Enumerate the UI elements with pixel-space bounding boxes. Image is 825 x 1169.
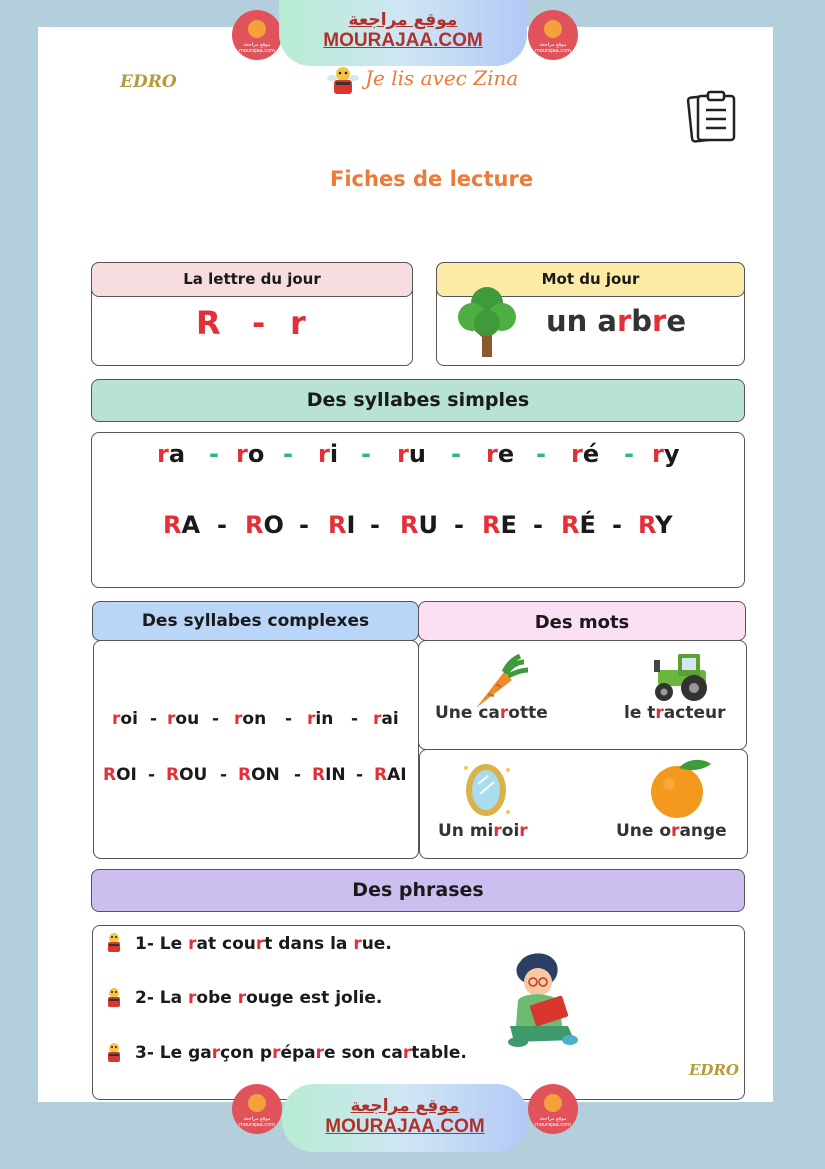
bee-icon bbox=[326, 64, 360, 98]
notepad-icon bbox=[686, 90, 738, 144]
tractor-icon bbox=[650, 650, 714, 704]
word-card-header: Mot du jour bbox=[436, 262, 745, 297]
letter-dash: - bbox=[252, 304, 266, 342]
site-banner-top[interactable] bbox=[279, 0, 527, 66]
word-orange: Une orange bbox=[616, 821, 727, 841]
brand-name: Je lis avec Zina bbox=[365, 66, 519, 90]
simple-syllables-header: Des syllabes simples bbox=[91, 379, 745, 422]
site-badge-left-bottom: موقع مراجعة mourajaa.com bbox=[232, 1084, 282, 1134]
sentence-1: 1- Le rat court dans la rue. bbox=[135, 934, 392, 954]
word-carrot: Une carotte bbox=[435, 703, 548, 723]
site-name-latin[interactable]: MOURAJAA.COM bbox=[323, 30, 483, 51]
word-mirror: Un miroir bbox=[438, 821, 528, 841]
complex-syllables-header: Des syllabes complexes bbox=[92, 601, 419, 641]
site-banner-bottom[interactable] bbox=[282, 1084, 528, 1152]
words-header: Des mots bbox=[418, 601, 746, 641]
tree-icon bbox=[456, 285, 518, 359]
letter-card-header: La lettre du jour bbox=[91, 262, 413, 297]
site-badge-right-bottom: موقع مراجعة mourajaa.com bbox=[528, 1084, 578, 1134]
site-badge-left: موقع مراجعة mourajaa.com bbox=[232, 10, 282, 60]
word-tractor: le tracteur bbox=[624, 703, 726, 723]
sentences-header: Des phrases bbox=[91, 869, 745, 912]
bee-icon bbox=[104, 987, 124, 1009]
sentence-3: 3- Le garçon prépare son cartable. bbox=[135, 1043, 467, 1063]
page-title: Fiches de lecture bbox=[330, 167, 534, 191]
orange-icon bbox=[647, 756, 715, 820]
letter-uppercase: R bbox=[196, 304, 221, 342]
word-of-day: un arbre bbox=[546, 304, 687, 338]
site-badge-right: موقع مراجعة mourajaa.com bbox=[528, 10, 578, 60]
site-name-latin-bottom[interactable]: MOURAJAA.COM bbox=[325, 1116, 485, 1137]
bee-icon bbox=[104, 1042, 124, 1064]
edro-logo-bottom: EDRO bbox=[689, 1061, 739, 1079]
site-name-arabic-bottom[interactable]: موقع مراجعة bbox=[350, 1096, 460, 1116]
mirror-icon bbox=[458, 760, 514, 822]
site-name-arabic[interactable]: موقع مراجعة bbox=[348, 10, 458, 30]
sentence-2: 2- La robe rouge est jolie. bbox=[135, 988, 383, 1008]
reading-boy-illustration bbox=[500, 952, 580, 1048]
edro-logo: EDRO bbox=[120, 72, 177, 92]
complex-syllables-box bbox=[93, 640, 419, 859]
letter-lowercase: r bbox=[290, 304, 306, 342]
bee-icon bbox=[104, 932, 124, 954]
